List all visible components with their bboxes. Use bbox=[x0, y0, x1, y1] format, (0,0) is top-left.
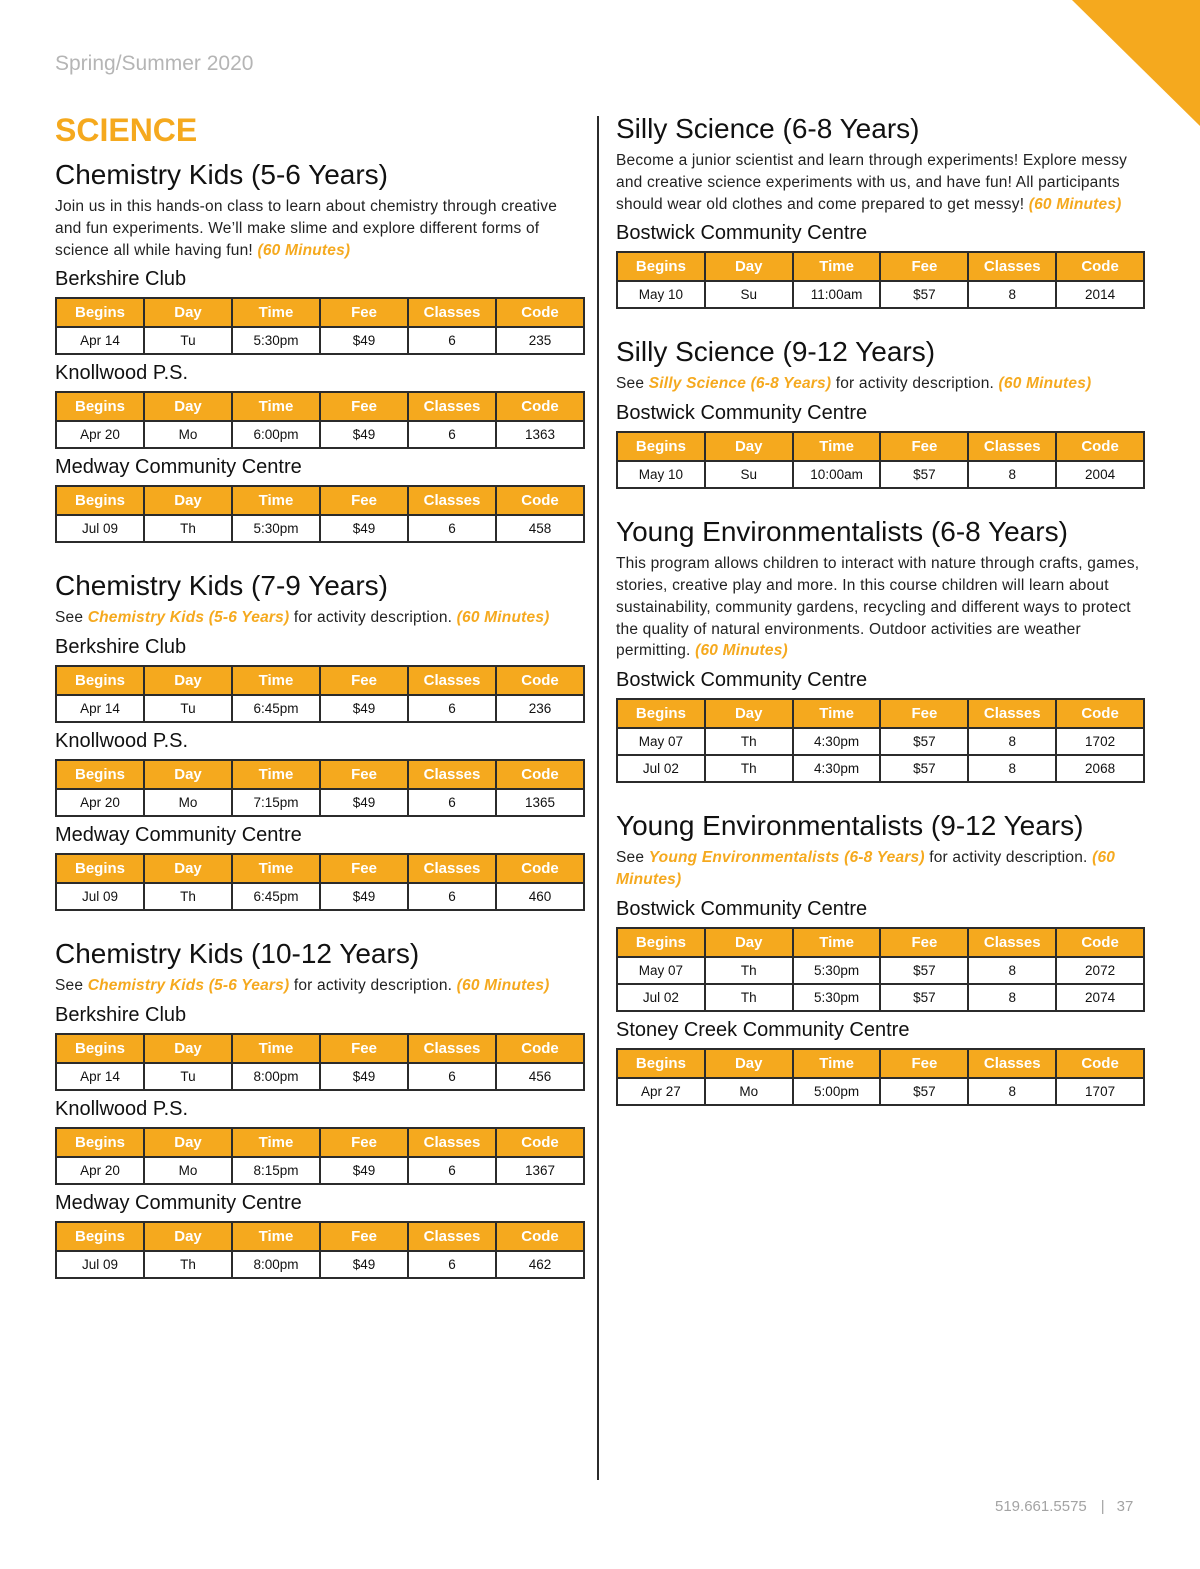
duration-label: (60 Minutes) bbox=[456, 977, 550, 995]
table-header-row bbox=[56, 1128, 584, 1157]
column-header: Begins bbox=[56, 1128, 144, 1157]
table-header-row bbox=[56, 666, 584, 695]
table-row[interactable] bbox=[617, 755, 1144, 782]
table-cell: 5:30pm bbox=[793, 957, 881, 984]
description-reference-link[interactable]: Silly Science (6-8 Years) bbox=[648, 375, 832, 393]
table-cell: 5:00pm bbox=[793, 1078, 881, 1105]
description-text: See bbox=[616, 849, 649, 867]
column-divider bbox=[597, 116, 599, 1480]
table-cell: Mo bbox=[144, 1157, 232, 1184]
program-title: Silly Science (6-8 Years) bbox=[616, 113, 920, 144]
table-cell: May 07 bbox=[617, 957, 705, 984]
column-header: Time bbox=[232, 392, 320, 421]
table-cell: 1363 bbox=[496, 421, 584, 448]
table-cell: May 10 bbox=[617, 461, 705, 488]
column-header: Time bbox=[232, 1128, 320, 1157]
table-cell: Th bbox=[705, 728, 793, 755]
left-program-list bbox=[55, 158, 585, 1279]
column-header: Classes bbox=[968, 928, 1056, 957]
venue-name: Medway Community Centre bbox=[55, 1191, 302, 1214]
table-cell: 462 bbox=[496, 1251, 584, 1278]
table-cell: 6:45pm bbox=[232, 695, 320, 722]
duration-label: (60 Minutes) bbox=[1028, 195, 1122, 213]
description-text: for activity description. bbox=[289, 977, 457, 995]
table-cell: $49 bbox=[320, 327, 408, 354]
program-block bbox=[55, 937, 585, 1279]
table-cell: Jul 09 bbox=[56, 883, 144, 910]
column-header: Fee bbox=[320, 760, 408, 789]
table-header-row bbox=[56, 854, 584, 883]
column-header: Classes bbox=[968, 1049, 1056, 1078]
column-header: Day bbox=[144, 486, 232, 515]
page-number: 37 bbox=[1116, 1498, 1134, 1515]
column-header: Fee bbox=[320, 298, 408, 327]
table-cell: Apr 14 bbox=[56, 1063, 144, 1090]
table-cell: Apr 14 bbox=[56, 327, 144, 354]
column-header: Classes bbox=[408, 1222, 496, 1251]
column-header: Day bbox=[144, 760, 232, 789]
table-cell: 458 bbox=[496, 515, 584, 542]
corner-accent-triangle bbox=[1072, 0, 1200, 126]
table-cell: 1365 bbox=[496, 789, 584, 816]
table-row[interactable] bbox=[56, 1251, 584, 1278]
table-row[interactable] bbox=[617, 1078, 1144, 1105]
column-header: Time bbox=[793, 1049, 881, 1078]
table-cell: Mo bbox=[705, 1078, 793, 1105]
table-header-row bbox=[617, 432, 1144, 461]
table-cell: Jul 02 bbox=[617, 755, 705, 782]
program-description bbox=[616, 150, 1145, 215]
column-header: Time bbox=[793, 928, 881, 957]
program-description bbox=[55, 196, 585, 261]
table-cell: Su bbox=[705, 281, 793, 308]
footer-phone: 519.661.5575 bbox=[995, 1498, 1087, 1515]
duration-label: (60 Minutes) bbox=[616, 849, 1116, 888]
column-header: Classes bbox=[968, 699, 1056, 728]
table-cell: Jul 09 bbox=[56, 515, 144, 542]
table-row[interactable] bbox=[617, 728, 1144, 755]
table-cell: 5:30pm bbox=[793, 984, 881, 1011]
page-footer bbox=[995, 1498, 1133, 1515]
table-cell: $49 bbox=[320, 421, 408, 448]
column-header: Time bbox=[232, 1034, 320, 1063]
table-cell: Apr 20 bbox=[56, 1157, 144, 1184]
table-cell: 2072 bbox=[1056, 957, 1144, 984]
column-header: Begins bbox=[56, 298, 144, 327]
table-cell: Tu bbox=[144, 1063, 232, 1090]
table-cell: 456 bbox=[496, 1063, 584, 1090]
column-header: Time bbox=[232, 854, 320, 883]
column-header: Begins bbox=[617, 928, 705, 957]
venue-name: Stoney Creek Community Centre bbox=[616, 1018, 910, 1041]
table-cell: 8 bbox=[968, 461, 1056, 488]
column-header: Begins bbox=[56, 760, 144, 789]
program-title: Young Environmentalists (9-12 Years) bbox=[616, 810, 1084, 842]
table-cell: 2074 bbox=[1056, 984, 1144, 1011]
column-header: Classes bbox=[408, 760, 496, 789]
column-header: Time bbox=[793, 252, 881, 281]
table-row[interactable] bbox=[617, 461, 1144, 488]
table-cell: $57 bbox=[880, 461, 968, 488]
table-header-row bbox=[56, 486, 584, 515]
program-description bbox=[55, 607, 585, 629]
table-cell: 6 bbox=[408, 883, 496, 910]
duration-label: (60 Minutes) bbox=[257, 241, 351, 259]
table-cell: $49 bbox=[320, 1251, 408, 1278]
column-header: Fee bbox=[320, 392, 408, 421]
column-header: Fee bbox=[320, 666, 408, 695]
column-header: Code bbox=[1056, 1049, 1144, 1078]
table-cell: Apr 27 bbox=[617, 1078, 705, 1105]
table-cell: 10:00am bbox=[793, 461, 881, 488]
venue-name: Medway Community Centre bbox=[55, 824, 302, 847]
table-cell: 6 bbox=[408, 515, 496, 542]
table-cell: Th bbox=[705, 984, 793, 1011]
column-header: Classes bbox=[408, 1128, 496, 1157]
column-header: Code bbox=[496, 392, 584, 421]
table-cell: May 10 bbox=[617, 281, 705, 308]
column-header: Begins bbox=[56, 666, 144, 695]
column-header: Day bbox=[144, 666, 232, 695]
duration-label: (60 Minutes) bbox=[695, 642, 788, 660]
table-cell: 6 bbox=[408, 327, 496, 354]
column-header: Code bbox=[496, 666, 584, 695]
table-cell: Th bbox=[705, 957, 793, 984]
column-header: Day bbox=[705, 928, 793, 957]
table-cell: 8:00pm bbox=[232, 1251, 320, 1278]
column-header: Begins bbox=[56, 1034, 144, 1063]
right-column bbox=[616, 112, 1145, 1132]
table-cell: 11:00am bbox=[793, 281, 881, 308]
program-block bbox=[616, 335, 1145, 489]
column-header: Day bbox=[144, 1128, 232, 1157]
table-header-row bbox=[617, 699, 1144, 728]
table-cell: Mo bbox=[144, 789, 232, 816]
description-reference-link[interactable]: Chemistry Kids (5-6 Years) bbox=[87, 609, 290, 627]
table-cell: May 07 bbox=[617, 728, 705, 755]
column-header: Classes bbox=[408, 854, 496, 883]
column-header: Classes bbox=[408, 298, 496, 327]
table-cell: 6 bbox=[408, 1157, 496, 1184]
column-header: Day bbox=[144, 1222, 232, 1251]
column-header: Time bbox=[232, 666, 320, 695]
table-cell: 1702 bbox=[1056, 728, 1144, 755]
table-cell: $57 bbox=[880, 728, 968, 755]
table-cell: $57 bbox=[880, 755, 968, 782]
venue-name: Knollwood P.S. bbox=[55, 362, 189, 385]
venue-name: Medway Community Centre bbox=[55, 456, 302, 479]
table-cell: 6 bbox=[408, 789, 496, 816]
table-header-row bbox=[56, 298, 584, 327]
description-reference-link[interactable]: Chemistry Kids (5-6 Years) bbox=[87, 977, 290, 995]
program-block bbox=[616, 809, 1145, 1106]
table-cell: Tu bbox=[144, 695, 232, 722]
program-block bbox=[55, 158, 585, 543]
table-cell: 7:15pm bbox=[232, 789, 320, 816]
table-cell: $49 bbox=[320, 883, 408, 910]
right-program-list bbox=[616, 112, 1145, 1106]
column-header: Time bbox=[793, 699, 881, 728]
program-title: Chemistry Kids (10-12 Years) bbox=[55, 938, 420, 970]
venue-name: Knollwood P.S. bbox=[55, 1097, 189, 1120]
venue-name: Knollwood P.S. bbox=[55, 730, 189, 753]
footer-separator: | bbox=[1100, 1498, 1105, 1515]
table-cell: Th bbox=[144, 883, 232, 910]
table-cell: 6 bbox=[408, 695, 496, 722]
table-cell: Mo bbox=[144, 421, 232, 448]
table-header-row bbox=[56, 1034, 584, 1063]
column-header: Begins bbox=[617, 252, 705, 281]
table-row[interactable] bbox=[56, 1157, 584, 1184]
program-block bbox=[616, 112, 1145, 309]
table-cell: 1367 bbox=[496, 1157, 584, 1184]
column-header: Classes bbox=[408, 666, 496, 695]
table-cell: $57 bbox=[880, 984, 968, 1011]
table-cell: Apr 14 bbox=[56, 695, 144, 722]
table-cell: 2068 bbox=[1056, 755, 1144, 782]
table-row[interactable] bbox=[56, 695, 584, 722]
column-header: Day bbox=[705, 699, 793, 728]
column-header: Code bbox=[496, 1034, 584, 1063]
schedule-table bbox=[616, 1048, 1145, 1106]
table-cell: Th bbox=[144, 515, 232, 542]
venue-name: Bostwick Community Centre bbox=[616, 222, 868, 245]
duration-label: (60 Minutes) bbox=[456, 609, 550, 627]
schedule-table bbox=[616, 251, 1145, 309]
column-header: Begins bbox=[56, 486, 144, 515]
column-header: Time bbox=[793, 432, 881, 461]
table-header-row bbox=[56, 392, 584, 421]
description-text: Join us in this hands-on class to learn about chemistry through creative and fun experiments. We’ll make slime and explore different forms of science all while having fun! bbox=[55, 198, 558, 259]
column-header: Code bbox=[1056, 699, 1144, 728]
table-header-row bbox=[617, 1049, 1144, 1078]
table-cell: Th bbox=[705, 755, 793, 782]
column-header: Fee bbox=[880, 432, 968, 461]
column-header: Code bbox=[496, 854, 584, 883]
column-header: Time bbox=[232, 486, 320, 515]
duration-label: (60 Minutes) bbox=[998, 375, 1092, 393]
schedule-table bbox=[55, 1127, 585, 1185]
table-row[interactable] bbox=[617, 957, 1144, 984]
table-header-row bbox=[56, 1222, 584, 1251]
venue-name: Berkshire Club bbox=[55, 268, 187, 291]
column-header: Classes bbox=[408, 392, 496, 421]
program-title: Young Environmentalists (6-8 Years) bbox=[616, 516, 1068, 548]
table-cell: $49 bbox=[320, 515, 408, 542]
venue-name: Berkshire Club bbox=[55, 1003, 187, 1026]
venue-name: Bostwick Community Centre bbox=[616, 402, 868, 425]
table-cell: 6 bbox=[408, 1251, 496, 1278]
schedule-table bbox=[616, 927, 1145, 1012]
table-cell: 2004 bbox=[1056, 461, 1144, 488]
table-cell: 5:30pm bbox=[232, 515, 320, 542]
table-cell: Tu bbox=[144, 327, 232, 354]
schedule-table bbox=[55, 485, 585, 543]
table-row[interactable] bbox=[617, 984, 1144, 1011]
table-cell: 1707 bbox=[1056, 1078, 1144, 1105]
column-header: Day bbox=[705, 252, 793, 281]
column-header: Day bbox=[705, 432, 793, 461]
column-header: Day bbox=[144, 1034, 232, 1063]
program-title: Chemistry Kids (7-9 Years) bbox=[55, 570, 389, 602]
table-cell: 8 bbox=[968, 728, 1056, 755]
program-description bbox=[616, 373, 1145, 395]
column-header: Code bbox=[496, 1222, 584, 1251]
column-header: Code bbox=[496, 1128, 584, 1157]
table-cell: 6 bbox=[408, 1063, 496, 1090]
table-cell: $49 bbox=[320, 1157, 408, 1184]
table-row[interactable] bbox=[56, 1063, 584, 1090]
column-header: Fee bbox=[880, 1049, 968, 1078]
table-cell: Apr 20 bbox=[56, 789, 144, 816]
description-text: See bbox=[55, 977, 88, 995]
table-row[interactable] bbox=[617, 281, 1144, 308]
column-header: Time bbox=[232, 298, 320, 327]
description-text: See bbox=[55, 609, 88, 627]
column-header: Time bbox=[232, 760, 320, 789]
column-header: Fee bbox=[320, 486, 408, 515]
program-title: Chemistry Kids (5-6 Years) bbox=[55, 159, 389, 190]
table-cell: 8:00pm bbox=[232, 1063, 320, 1090]
table-header-row bbox=[56, 760, 584, 789]
schedule-table bbox=[55, 759, 585, 817]
column-header: Begins bbox=[617, 699, 705, 728]
table-cell: 8 bbox=[968, 755, 1056, 782]
table-cell: 235 bbox=[496, 327, 584, 354]
table-cell: 8 bbox=[968, 984, 1056, 1011]
table-cell: 236 bbox=[496, 695, 584, 722]
schedule-table bbox=[55, 1033, 585, 1091]
description-text: for activity description. bbox=[924, 849, 1093, 867]
section-title: SCIENCE bbox=[55, 112, 198, 148]
table-cell: Apr 20 bbox=[56, 421, 144, 448]
column-header: Fee bbox=[880, 252, 968, 281]
table-cell: 8 bbox=[968, 1078, 1056, 1105]
schedule-table bbox=[55, 853, 585, 911]
table-cell: 4:30pm bbox=[793, 755, 881, 782]
column-header: Fee bbox=[320, 1034, 408, 1063]
table-row[interactable] bbox=[56, 789, 584, 816]
table-cell: Su bbox=[705, 461, 793, 488]
schedule-table bbox=[55, 391, 585, 449]
table-cell: $49 bbox=[320, 1063, 408, 1090]
program-block bbox=[616, 515, 1145, 783]
column-header: Fee bbox=[320, 1128, 408, 1157]
column-header: Begins bbox=[56, 1222, 144, 1251]
schedule-table bbox=[616, 698, 1145, 783]
program-block bbox=[55, 569, 585, 911]
program-description bbox=[55, 975, 585, 997]
column-header: Begins bbox=[56, 392, 144, 421]
left-column bbox=[55, 112, 585, 1305]
column-header: Begins bbox=[56, 854, 144, 883]
column-header: Classes bbox=[408, 486, 496, 515]
table-cell: 5:30pm bbox=[232, 327, 320, 354]
table-cell: 8 bbox=[968, 281, 1056, 308]
column-header: Day bbox=[705, 1049, 793, 1078]
column-header: Code bbox=[1056, 928, 1144, 957]
venue-name: Bostwick Community Centre bbox=[616, 669, 868, 692]
description-text: for activity description. bbox=[831, 375, 999, 393]
schedule-table bbox=[55, 665, 585, 723]
table-row[interactable] bbox=[56, 515, 584, 542]
description-reference-link[interactable]: Young Environmentalists (6-8 Years) bbox=[648, 849, 925, 867]
table-row[interactable] bbox=[56, 327, 584, 354]
column-header: Fee bbox=[320, 1222, 408, 1251]
program-description bbox=[616, 553, 1145, 662]
column-header: Fee bbox=[880, 928, 968, 957]
table-cell: 8:15pm bbox=[232, 1157, 320, 1184]
column-header: Code bbox=[1056, 432, 1144, 461]
table-cell: Th bbox=[144, 1251, 232, 1278]
column-header: Code bbox=[496, 760, 584, 789]
program-description bbox=[616, 847, 1145, 891]
program-title: Silly Science (9-12 Years) bbox=[616, 336, 936, 368]
schedule-table bbox=[616, 431, 1145, 489]
table-row[interactable] bbox=[56, 883, 584, 910]
column-header: Begins bbox=[617, 1049, 705, 1078]
table-cell: 2014 bbox=[1056, 281, 1144, 308]
table-cell: $57 bbox=[880, 957, 968, 984]
description-text: Become a junior scientist and learn through experiments! Explore messy and creative science experiments with us, and have fun! All participants should wear old clothes and come prepared to get messy! bbox=[616, 152, 1128, 213]
table-cell: 6:45pm bbox=[232, 883, 320, 910]
table-cell: 460 bbox=[496, 883, 584, 910]
description-text: This program allows children to interact with nature through crafts, games, stories, creative play and more. In this course children will learn about sustainability, community gardens, recycling and different ways to protect the quality of natural environments. Outdoor activities are weather permitting. bbox=[616, 555, 1140, 660]
column-header: Day bbox=[144, 392, 232, 421]
column-header: Fee bbox=[880, 699, 968, 728]
column-header: Classes bbox=[968, 432, 1056, 461]
column-header: Code bbox=[496, 298, 584, 327]
schedule-table bbox=[55, 297, 585, 355]
description-text: for activity description. bbox=[289, 609, 457, 627]
venue-name: Bostwick Community Centre bbox=[616, 897, 868, 920]
season-label: Spring/Summer 2020 bbox=[55, 52, 254, 75]
table-row[interactable] bbox=[56, 421, 584, 448]
table-cell: 4:30pm bbox=[793, 728, 881, 755]
table-cell: $57 bbox=[880, 281, 968, 308]
table-cell: $49 bbox=[320, 695, 408, 722]
table-cell: 6:00pm bbox=[232, 421, 320, 448]
column-header: Classes bbox=[408, 1034, 496, 1063]
column-header: Classes bbox=[968, 252, 1056, 281]
table-header-row bbox=[617, 252, 1144, 281]
table-header-row bbox=[617, 928, 1144, 957]
table-cell: 8 bbox=[968, 957, 1056, 984]
column-header: Day bbox=[144, 298, 232, 327]
table-cell: Jul 09 bbox=[56, 1251, 144, 1278]
column-header: Fee bbox=[320, 854, 408, 883]
table-cell: $49 bbox=[320, 789, 408, 816]
table-cell: 6 bbox=[408, 421, 496, 448]
venue-name: Berkshire Club bbox=[55, 636, 187, 659]
table-cell: Jul 02 bbox=[617, 984, 705, 1011]
column-header: Day bbox=[144, 854, 232, 883]
column-header: Code bbox=[496, 486, 584, 515]
schedule-table bbox=[55, 1221, 585, 1279]
table-cell: $57 bbox=[880, 1078, 968, 1105]
description-text: See bbox=[616, 375, 649, 393]
column-header: Begins bbox=[617, 432, 705, 461]
column-header: Time bbox=[232, 1222, 320, 1251]
column-header: Code bbox=[1056, 252, 1144, 281]
